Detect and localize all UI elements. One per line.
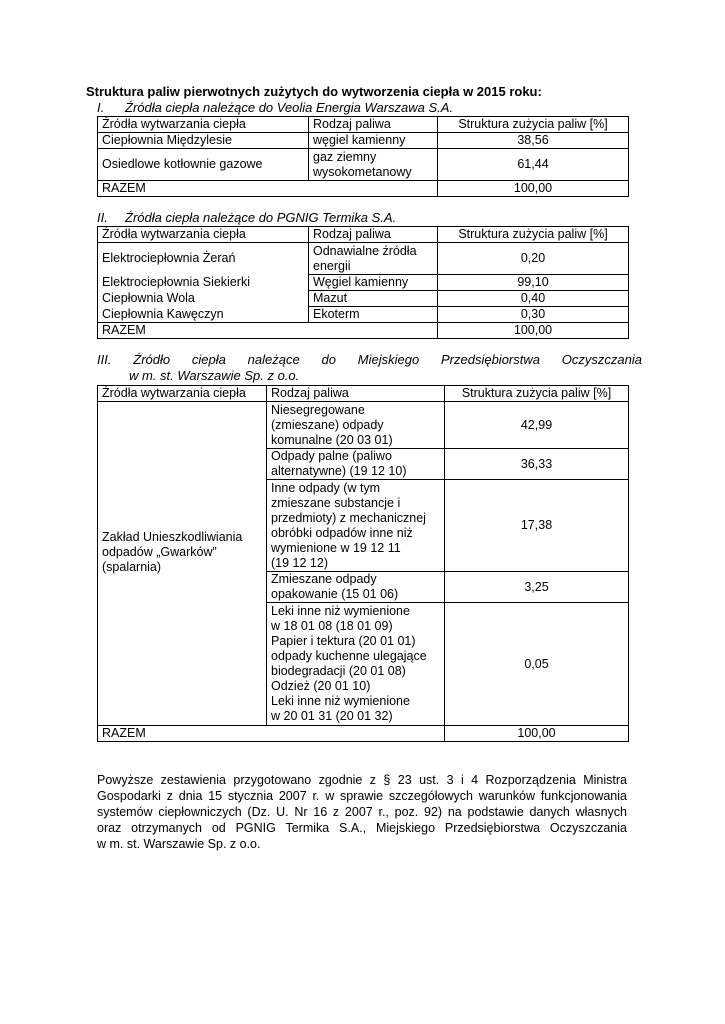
table-row bbox=[98, 275, 629, 291]
value-cell: 61,44 bbox=[438, 149, 629, 181]
footer-line: oraz otrzymanych od PGNIG Termika S.A., Miejskiego Przedsiębiorstwa Oczyszczania bbox=[97, 821, 627, 835]
fuel-cell bbox=[267, 449, 445, 480]
fuel-cell: gaz ziemny wysokometanowy bbox=[309, 149, 438, 181]
header-fuel: Rodzaj paliwa bbox=[267, 386, 445, 402]
table-row bbox=[98, 307, 629, 323]
fuel-line: Niesegregowane bbox=[271, 402, 365, 417]
source-cell: Ciepłownia Kawęczyn bbox=[98, 307, 309, 323]
table-row bbox=[98, 243, 629, 275]
fuel-line: wymienione w 19 12 11 bbox=[271, 540, 401, 555]
fuel-cell: Mazut bbox=[309, 291, 438, 307]
header-share: Struktura zużycia paliw [%] bbox=[445, 386, 629, 402]
table-header-row bbox=[98, 386, 629, 402]
total-value: 100,00 bbox=[438, 323, 629, 339]
footer-line: Powyższe zestawienia przygotowano zgodnie z § 23 ust. 3 i 4 Rozporządzenia Ministra bbox=[97, 773, 627, 787]
source-cell: Osiedlowe kotłownie gazowe bbox=[98, 149, 309, 181]
section3-title-word: Źródło bbox=[133, 352, 171, 367]
source-cell: Ciepłownia Wola bbox=[98, 291, 309, 307]
section3-heading bbox=[97, 352, 642, 384]
section3-number: III. bbox=[97, 352, 112, 367]
value-cell: 42,99 bbox=[445, 402, 629, 449]
section3-title-word: do bbox=[321, 352, 336, 367]
section1-title: Źródła ciepła należące do Veolia Energia Warszawa S.A. bbox=[125, 100, 454, 115]
footer-line: Gospodarki z dnia 15 stycznia 2007 r. w sprawie szczegółowych warunków funkcjonowania bbox=[97, 789, 627, 803]
total-label: RAZEM bbox=[98, 181, 438, 197]
section3-title-word: należące bbox=[247, 352, 300, 367]
total-label: RAZEM bbox=[98, 726, 445, 742]
fuel-cell bbox=[267, 603, 445, 726]
page-title: Struktura paliw pierwotnych zużytych do wytworzenia ciepła w 2015 roku: bbox=[86, 84, 542, 99]
value-cell: 3,25 bbox=[445, 572, 629, 603]
fuel-line: w 20 01 31 (20 01 32) bbox=[271, 709, 393, 723]
fuel-line: alternatywne) (19 12 10) bbox=[271, 464, 407, 478]
fuel-line: (zmieszane) odpady bbox=[271, 417, 384, 432]
header-fuel: Rodzaj paliwa bbox=[309, 117, 438, 133]
header-fuel: Rodzaj paliwa bbox=[309, 227, 438, 243]
fuel-cell bbox=[267, 402, 445, 449]
section2-title: Źródła ciepła należące do PGNIG Termika S.A. bbox=[125, 210, 397, 225]
section3-title-word: Oczyszczania bbox=[561, 352, 642, 367]
fuel-line: Papier i tektura (20 01 01) bbox=[271, 634, 416, 648]
fuel-line: Odzież (20 01 10) bbox=[271, 679, 371, 693]
value-cell: 38,56 bbox=[438, 133, 629, 149]
fuel-line: obróbki odpadów inne niż bbox=[271, 525, 413, 540]
section1-heading bbox=[97, 100, 453, 115]
footer-line: systemów ciepłowniczych (Dz. U. Nr 16 z 2007 r., poz. 92) na podstawie danych własnych bbox=[97, 805, 627, 819]
section1-table bbox=[97, 116, 629, 197]
fuel-cell: Ekoterm bbox=[309, 307, 438, 323]
fuel-line: w 18 01 08 (18 01 09) bbox=[271, 619, 393, 633]
table-row bbox=[98, 149, 629, 181]
section3-title-line2: w m. st. Warszawie Sp. z o.o. bbox=[129, 368, 300, 383]
section3-title-word: Miejskiego bbox=[357, 352, 420, 367]
section2-number: II. bbox=[97, 210, 108, 225]
value-cell: 0,30 bbox=[438, 307, 629, 323]
footer-paragraph bbox=[97, 772, 627, 852]
fuel-line: Odpady palne (paliwo bbox=[271, 449, 392, 463]
section2-table bbox=[97, 226, 629, 339]
section3-title-word: Przedsiębiorstwa bbox=[441, 352, 540, 367]
fuel-cell: węgiel kamienny bbox=[309, 133, 438, 149]
header-source: Źródła wytwarzania ciepła bbox=[98, 386, 267, 402]
total-row bbox=[98, 726, 629, 742]
total-value: 100,00 bbox=[445, 726, 629, 742]
value-cell: 0,20 bbox=[438, 243, 629, 275]
fuel-cell bbox=[267, 480, 445, 572]
fuel-line: Leki inne niż wymienione bbox=[271, 694, 410, 708]
value-cell: 99,10 bbox=[438, 275, 629, 291]
source-cell: Ciepłownia Międzylesie bbox=[98, 133, 309, 149]
fuel-cell bbox=[267, 572, 445, 603]
value-cell: 0,40 bbox=[438, 291, 629, 307]
fuel-line: Inne odpady (w tym bbox=[271, 480, 381, 495]
value-cell: 17,38 bbox=[445, 480, 629, 572]
fuel-line: odpady kuchenne ulegające bbox=[271, 649, 427, 663]
fuel-cell: Węgiel kamienny bbox=[309, 275, 438, 291]
fuel-line: biodegradacji (20 01 08) bbox=[271, 664, 406, 678]
header-share: Struktura zużycia paliw [%] bbox=[438, 227, 629, 243]
section2-heading bbox=[97, 210, 396, 225]
fuel-line: przedmioty) z mechanicznej bbox=[271, 510, 426, 525]
total-value: 100,00 bbox=[438, 181, 629, 197]
total-row bbox=[98, 323, 629, 339]
fuel-line: Zmieszane odpady bbox=[271, 572, 377, 586]
fuel-cell: Odnawialne źródła energii bbox=[309, 243, 438, 275]
total-row bbox=[98, 181, 629, 197]
value-cell: 0,05 bbox=[445, 603, 629, 726]
fuel-line: zmieszane substancje i bbox=[271, 495, 401, 510]
footer-line: w m. st. Warszawie Sp. z o.o. bbox=[97, 837, 261, 851]
source-cell: Zakład Unieszkodliwiania odpadów „Gwarków” (spalarnia) bbox=[98, 402, 267, 726]
value-cell: 36,33 bbox=[445, 449, 629, 480]
table-row bbox=[98, 291, 629, 307]
fuel-line: opakowanie (15 01 06) bbox=[271, 587, 399, 601]
section3-title-word: ciepła bbox=[191, 352, 226, 367]
table-row bbox=[98, 402, 629, 449]
source-cell: Elektrociepłownia Siekierki bbox=[98, 275, 309, 291]
total-label: RAZEM bbox=[98, 323, 438, 339]
header-source: Źródła wytwarzania ciepła bbox=[98, 117, 309, 133]
header-source: Źródła wytwarzania ciepła bbox=[98, 227, 309, 243]
fuel-line: komunalne (20 03 01) bbox=[271, 432, 393, 447]
fuel-line: (19 12 12) bbox=[271, 555, 328, 570]
table-row bbox=[98, 133, 629, 149]
table-header-row bbox=[98, 117, 629, 133]
section3-table bbox=[97, 385, 629, 742]
section1-number: I. bbox=[97, 100, 105, 115]
header-share: Struktura zużycia paliw [%] bbox=[438, 117, 629, 133]
table-header-row bbox=[98, 227, 629, 243]
fuel-line: Leki inne niż wymienione bbox=[271, 604, 410, 618]
source-cell: Elektrociepłownia Żerań bbox=[98, 243, 309, 275]
